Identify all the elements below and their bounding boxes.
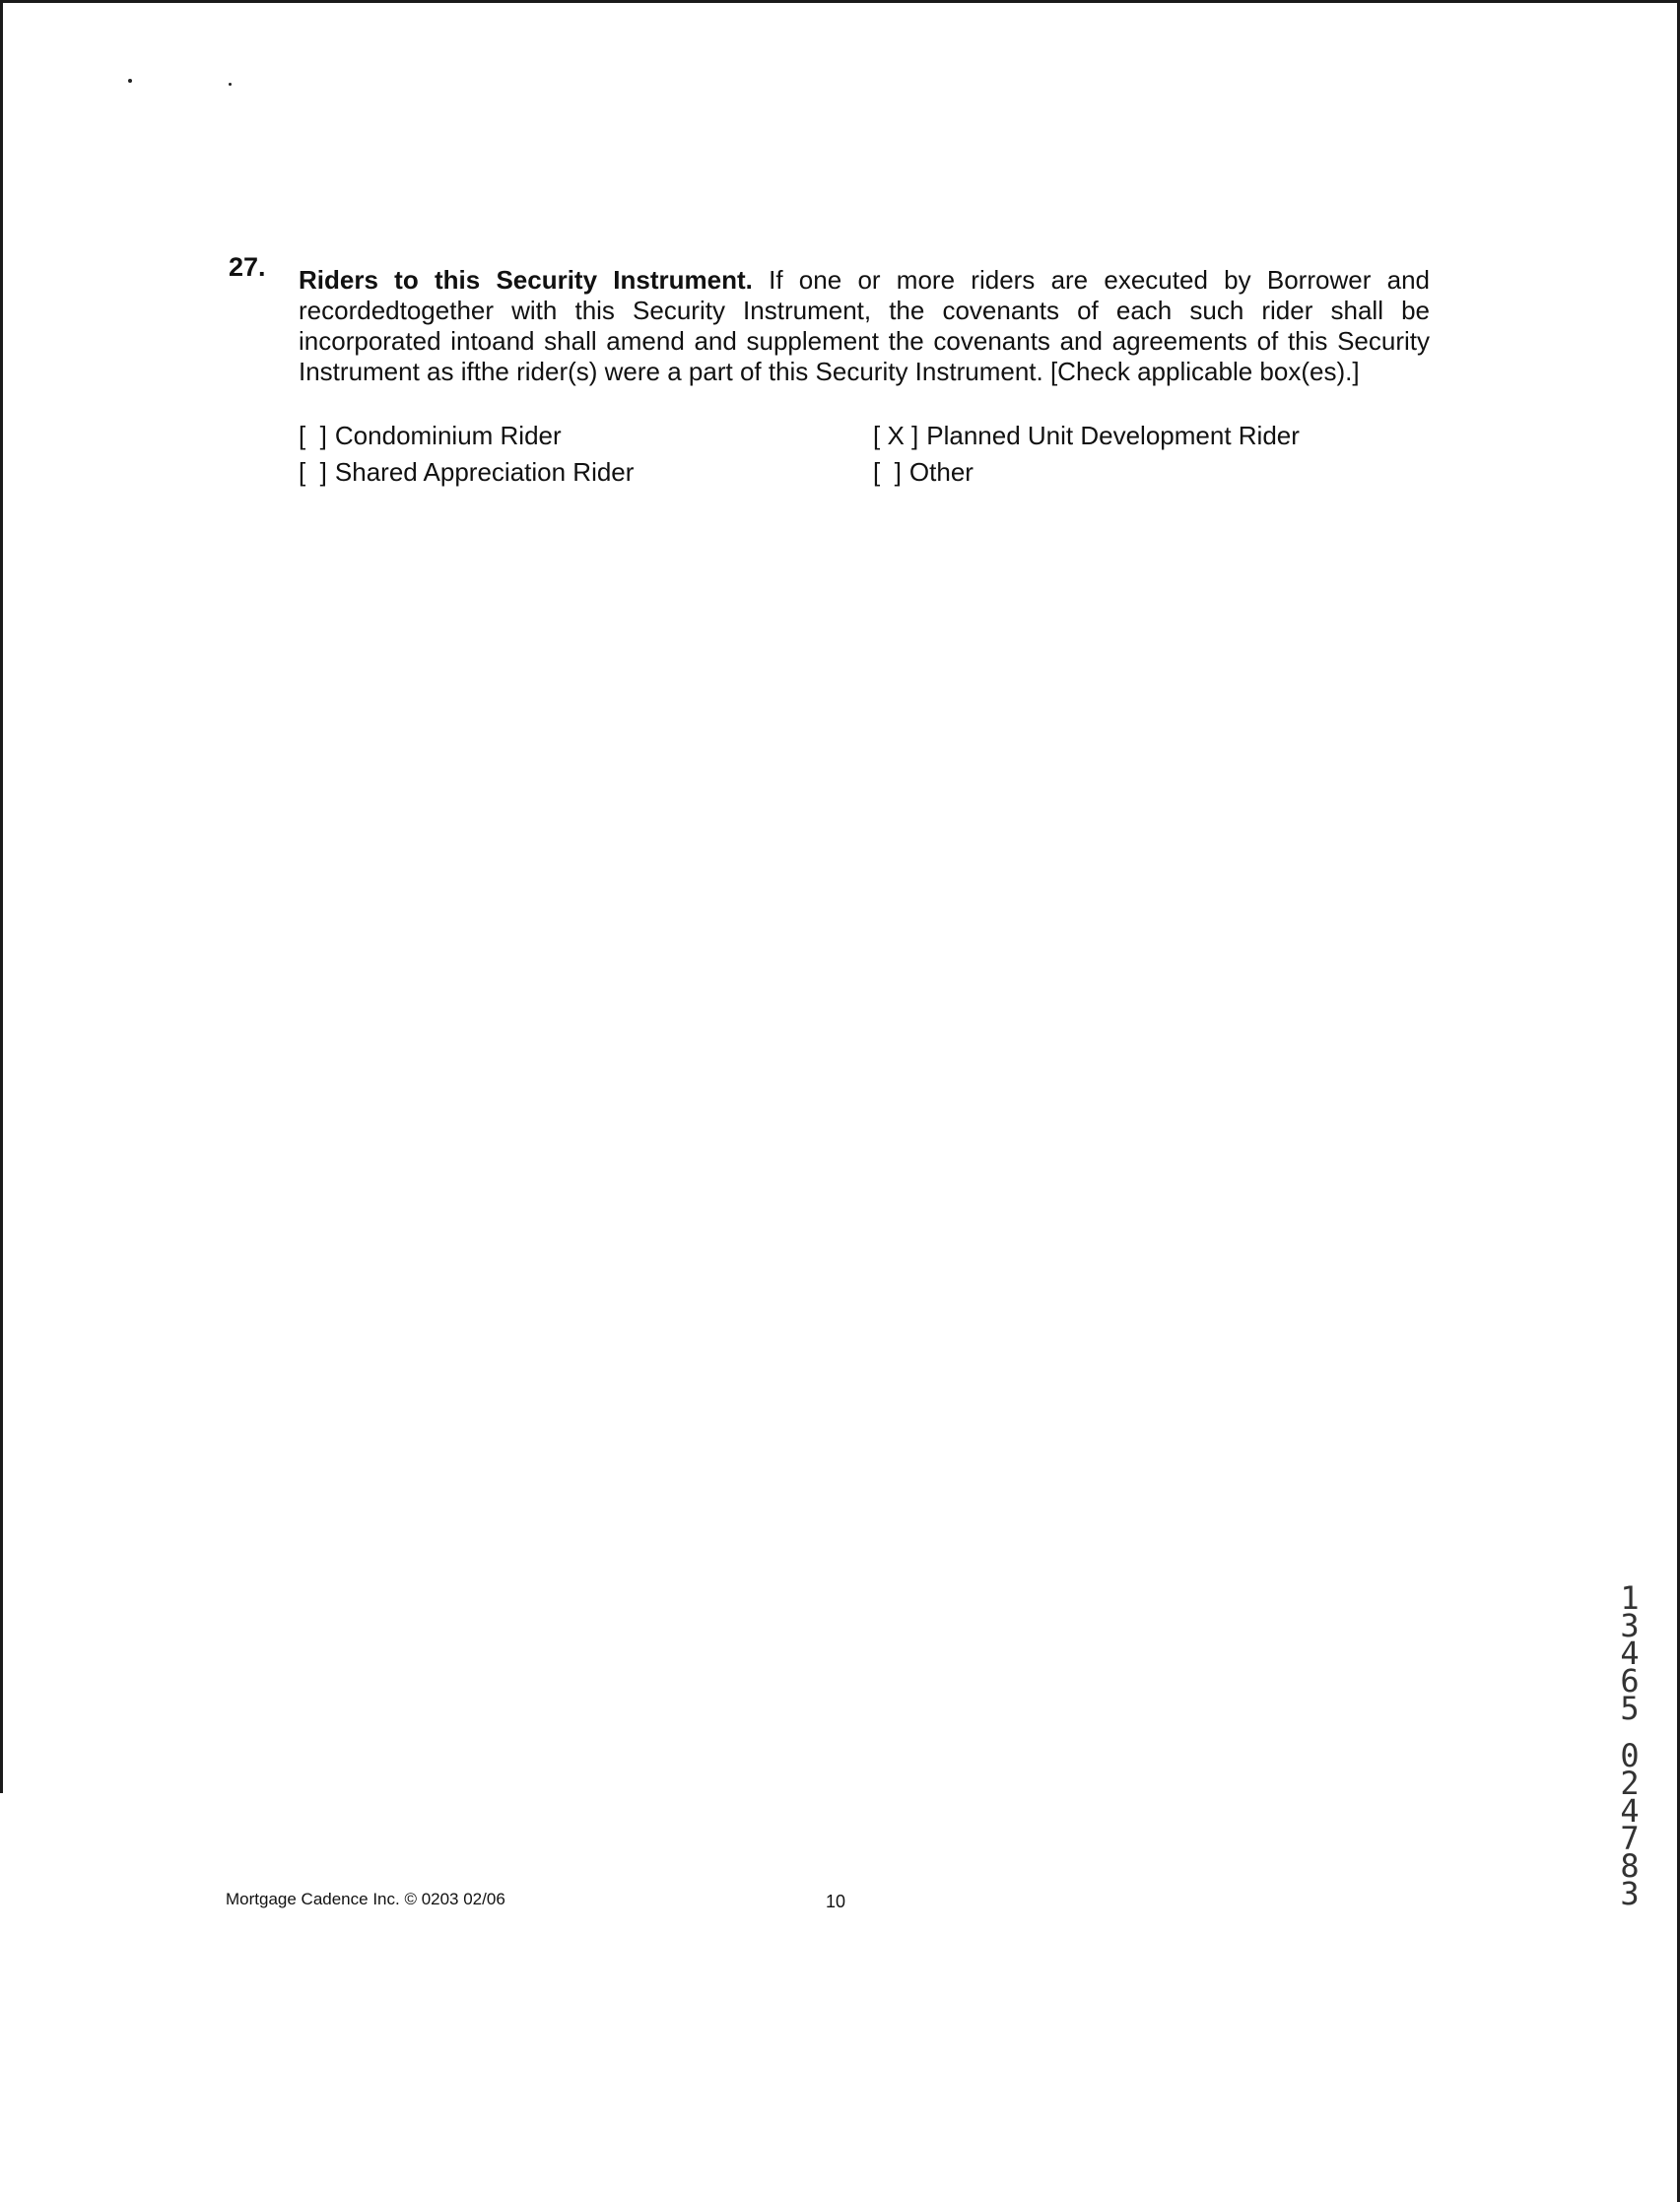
bates-digit: 1 (1620, 1579, 1640, 1617)
footer-copyright: Mortgage Cadence Inc. © 0203 02/06 (226, 1890, 505, 1908)
rider-checkbox[interactable]: [ ] (299, 421, 327, 450)
scan-speck (229, 83, 232, 86)
bates-digit: 4 (1620, 1635, 1640, 1672)
section-paragraph (299, 265, 1430, 387)
riders-checklist (299, 421, 1382, 488)
page-number: 10 (826, 1892, 846, 1911)
scan-edge-top (0, 0, 1680, 3)
section-heading: Riders to this Security Instrument. (299, 265, 753, 295)
bates-digit: 3 (1620, 1875, 1640, 1912)
bates-digit: 4 (1620, 1792, 1640, 1830)
rider-planned-unit-development[interactable] (873, 421, 1382, 451)
section-text: If one or more riders are executed by Borrower and recordedtogether with this Security Instrument, the covenants of each such rider shall be incorporated intoand shall amend and supplement the covenants and agreements of this Security Instrument as ifthe rider(s) were a part of this Security Instrument. [Check applicable box(es).] (299, 265, 1430, 386)
rider-checkbox[interactable]: [ ] (873, 457, 902, 487)
rider-label: Other (908, 457, 974, 487)
rider-label: Planned Unit Development Rider (926, 421, 1300, 450)
bates-digit: 8 (1620, 1847, 1640, 1885)
rider-checkbox-checked[interactable]: [ X ] (873, 421, 919, 450)
bates-digit: 2 (1620, 1765, 1640, 1802)
rider-label: Shared Appreciation Rider (334, 457, 635, 487)
bates-digit: 0 (1620, 1737, 1640, 1774)
bates-digit: 7 (1620, 1820, 1640, 1857)
rider-other[interactable] (873, 457, 1382, 488)
section-number: 27. (229, 252, 266, 282)
bates-digit: 6 (1620, 1662, 1640, 1700)
rider-checkbox[interactable]: [ ] (299, 457, 327, 487)
rider-shared-appreciation[interactable] (299, 457, 873, 488)
scan-edge-left (0, 0, 3, 1793)
rider-condominium[interactable] (299, 421, 873, 451)
scan-speck (128, 79, 132, 83)
bates-number (1610, 1579, 1649, 1912)
rider-label: Condominium Rider (334, 421, 562, 450)
bates-digit: 3 (1620, 1607, 1640, 1644)
bates-digit: 5 (1620, 1690, 1640, 1727)
